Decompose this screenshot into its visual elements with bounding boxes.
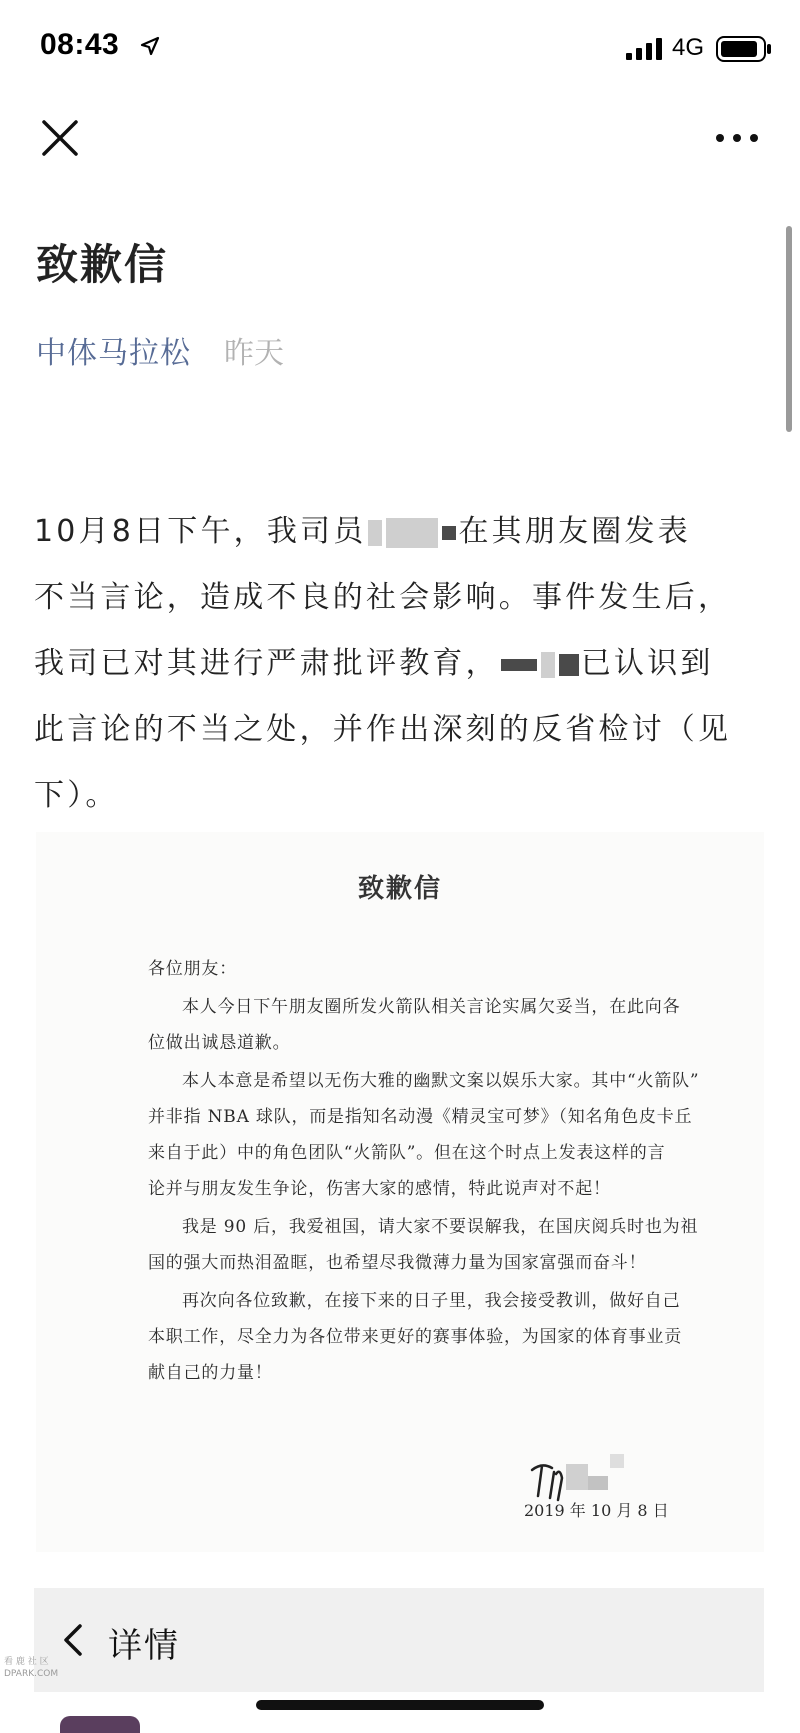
- article-line: 下）。: [34, 778, 119, 813]
- letter-line: 位做出诚恳道歉。: [148, 1033, 291, 1053]
- letter-line: 献自己的力量！: [148, 1363, 273, 1383]
- text-segment: 我司已对其进行严肃批评教育，: [34, 646, 499, 681]
- letter-line: 各位朋友：: [148, 959, 237, 979]
- letter-line: 国的强大而热泪盈眶，也希望尽我微薄力量为国家富强而奋斗！: [148, 1253, 647, 1273]
- battery-icon: [716, 36, 772, 62]
- status-time: 08:43: [40, 28, 120, 61]
- more-dots-icon[interactable]: [712, 124, 762, 152]
- article-line: 不当言论，造成不良的社会影响。事件发生后，: [34, 580, 732, 615]
- scrollbar[interactable]: [786, 226, 792, 432]
- details-bar[interactable]: [34, 1588, 764, 1692]
- chevron-left-icon[interactable]: [58, 1622, 86, 1658]
- author-link[interactable]: 中体马拉松: [36, 336, 191, 371]
- letter-sign-date: 2019 年 10 月 8 日: [524, 1501, 669, 1520]
- letter-line: 本人今日下午朋友圈所发火箭队相关言论实属欠妥当，在此向各: [182, 997, 681, 1017]
- article-line: [34, 638, 774, 682]
- close-icon[interactable]: [36, 114, 84, 162]
- network-type: 4G: [672, 34, 705, 61]
- letter-line: 本人本意是希望以无伤大雅的幽默文案以娱乐大家。其中“火箭队”: [182, 1071, 700, 1091]
- letter-line: 来自于此）中的角色团队“火箭队”。但在这个时点上发表这样的言: [148, 1143, 666, 1163]
- watermark-text: 看 鹿 社 区: [4, 1657, 49, 1667]
- signal-bars-icon: [626, 38, 662, 60]
- article-line: [34, 506, 774, 550]
- watermark-text: DPARK.COM: [4, 1669, 59, 1679]
- status-bar: [0, 0, 800, 96]
- location-arrow-icon: [140, 36, 160, 56]
- redacted-name: [541, 652, 555, 678]
- letter-line: 本职工作，尽全力为各位带来更好的赛事体验，为国家的体育事业贡: [148, 1327, 682, 1347]
- apology-letter-image[interactable]: [36, 832, 764, 1552]
- next-item-thumbnail[interactable]: [60, 1716, 140, 1733]
- redacted-name: [501, 659, 537, 671]
- publish-date: 昨天: [224, 336, 284, 371]
- details-label[interactable]: 详情: [108, 1626, 180, 1666]
- watermark-logo: [4, 1656, 76, 1684]
- redacted-name: [368, 520, 382, 546]
- article-title: 致歉信: [36, 240, 169, 289]
- article-line: 此言论的不当之处，并作出深刻的反省检讨（见: [34, 712, 732, 747]
- text-segment: 已认识到: [580, 646, 714, 681]
- text-segment: 在其朋友圈发表: [458, 514, 691, 549]
- letter-title: 致歉信: [357, 874, 442, 904]
- home-indicator: [256, 1700, 544, 1710]
- redacted-name: [559, 654, 579, 676]
- redacted-name: [442, 526, 456, 540]
- letter-line: 论并与朋友发生争论，伤害大家的感情，特此说声对不起！: [148, 1179, 611, 1199]
- letter-line: 再次向各位致歉，在接下来的日子里，我会接受教训，做好自己: [182, 1291, 681, 1311]
- letter-line: 我是 90 后，我爱祖国，请大家不要误解我，在国庆阅兵时也为祖: [182, 1217, 699, 1237]
- text-segment: 10月8日下午，我司员: [34, 514, 367, 549]
- letter-line: 并非指 NBA 球队，而是指知名动漫《精灵宝可梦》（知名角色皮卡丘: [148, 1107, 693, 1127]
- redacted-name: [386, 518, 438, 548]
